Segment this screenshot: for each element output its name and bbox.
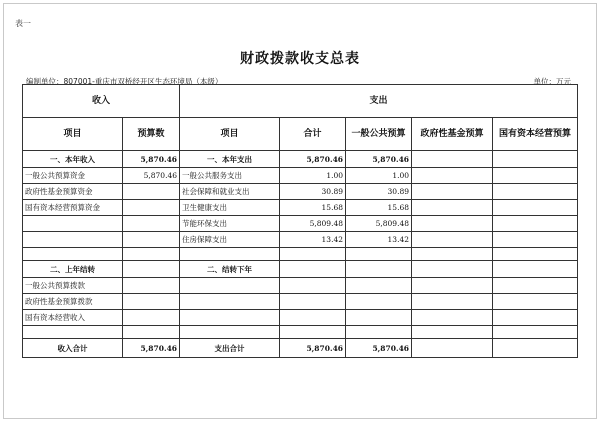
expense-total: 15.68 [280, 200, 346, 216]
expense-item [180, 326, 280, 339]
expense-item: 社会保障和就业支出 [180, 184, 280, 200]
expense-soe [493, 294, 578, 310]
income-amount [123, 278, 180, 294]
expense-general: 5,809.48 [346, 216, 412, 232]
expense-total-gov-fund [412, 339, 493, 358]
table-row [23, 261, 578, 278]
expense-general: 13.42 [346, 232, 412, 248]
expense-item: 卫生健康支出 [180, 200, 280, 216]
income-item: 一般公共预算资金 [23, 168, 123, 184]
expense-general [346, 294, 412, 310]
col-expense-total: 合计 [280, 118, 346, 151]
expense-gov-fund [412, 200, 493, 216]
table-row [23, 184, 578, 200]
expense-total [280, 248, 346, 261]
expense-gov-fund [412, 278, 493, 294]
expense-total-general: 5,870.46 [346, 339, 412, 358]
table-row [23, 294, 578, 310]
budget-summary-table [22, 84, 578, 358]
table-label: 表一 [15, 19, 31, 28]
expense-total [280, 326, 346, 339]
expense-general: 15.68 [346, 200, 412, 216]
expense-general [346, 278, 412, 294]
expense-total [280, 261, 346, 278]
expense-gov-fund [412, 232, 493, 248]
income-amount [123, 216, 180, 232]
expense-item [180, 278, 280, 294]
expense-item [180, 294, 280, 310]
income-amount [123, 261, 180, 278]
expense-gov-fund [412, 326, 493, 339]
expense-gov-fund [412, 294, 493, 310]
income-item [23, 248, 123, 261]
expense-gov-fund [412, 184, 493, 200]
expense-soe [493, 200, 578, 216]
expense-gov-fund [412, 151, 493, 168]
income-amount [123, 310, 180, 326]
header-group-row [23, 85, 578, 118]
expense-total: 5,809.48 [280, 216, 346, 232]
income-header: 收入 [23, 85, 180, 118]
expense-total [280, 294, 346, 310]
expense-item [180, 248, 280, 261]
expense-soe [493, 151, 578, 168]
expense-item: 节能环保支出 [180, 216, 280, 232]
income-item: 一般公共预算拨款 [23, 278, 123, 294]
income-item: 国有资本经营预算资金 [23, 200, 123, 216]
expense-item: 一般公共服务支出 [180, 168, 280, 184]
expense-soe [493, 184, 578, 200]
income-item: 一、本年收入 [23, 151, 123, 168]
col-expense-item: 项目 [180, 118, 280, 151]
expense-general [346, 326, 412, 339]
income-amount [123, 326, 180, 339]
expense-soe [493, 216, 578, 232]
expense-general [346, 248, 412, 261]
total-row [23, 339, 578, 358]
expense-total: 13.42 [280, 232, 346, 248]
table-row [23, 248, 578, 261]
expense-general: 5,870.46 [346, 151, 412, 168]
expense-item: 二、结转下年 [180, 261, 280, 278]
table-row [23, 168, 578, 184]
income-amount [123, 232, 180, 248]
expense-total-soe [493, 339, 578, 358]
income-item [23, 326, 123, 339]
table-row [23, 278, 578, 294]
income-amount [123, 200, 180, 216]
expense-total [280, 278, 346, 294]
header-columns-row [23, 118, 578, 151]
expense-general: 1.00 [346, 168, 412, 184]
income-amount [123, 294, 180, 310]
expense-soe [493, 232, 578, 248]
expense-soe [493, 168, 578, 184]
income-item [23, 216, 123, 232]
expense-item: 住房保障支出 [180, 232, 280, 248]
expense-total: 1.00 [280, 168, 346, 184]
expense-total [280, 310, 346, 326]
table-row [23, 232, 578, 248]
income-item: 二、上年结转 [23, 261, 123, 278]
expense-general [346, 310, 412, 326]
income-total-amount: 5,870.46 [123, 339, 180, 358]
expense-total: 5,870.46 [280, 151, 346, 168]
expense-soe [493, 261, 578, 278]
col-gov-fund-budget: 政府性基金预算 [412, 118, 493, 151]
expense-soe [493, 248, 578, 261]
expense-item: 一、本年支出 [180, 151, 280, 168]
expense-gov-fund [412, 248, 493, 261]
expense-header: 支出 [180, 85, 578, 118]
unit-label: 单位：万元 [533, 77, 571, 86]
income-item: 国有资本经营收入 [23, 310, 123, 326]
table-row [23, 200, 578, 216]
income-item [23, 232, 123, 248]
table-row [23, 151, 578, 168]
expense-soe [493, 310, 578, 326]
income-item: 政府性基金预算拨款 [23, 294, 123, 310]
expense-soe [493, 326, 578, 339]
table-row [23, 310, 578, 326]
table-row [23, 326, 578, 339]
expense-item [180, 310, 280, 326]
expense-gov-fund [412, 261, 493, 278]
expense-general: 30.89 [346, 184, 412, 200]
col-soe-budget: 国有资本经营预算 [493, 118, 578, 151]
expense-total: 30.89 [280, 184, 346, 200]
expense-soe [493, 278, 578, 294]
table-row [23, 216, 578, 232]
page-title: 财政拨款收支总表 [240, 51, 360, 67]
expense-total-amount: 5,870.46 [280, 339, 346, 358]
col-income-budget: 预算数 [123, 118, 180, 151]
expense-general [346, 261, 412, 278]
income-amount: 5,870.46 [123, 168, 180, 184]
expense-total-label: 支出合计 [180, 339, 280, 358]
income-amount [123, 248, 180, 261]
income-amount [123, 184, 180, 200]
expense-gov-fund [412, 310, 493, 326]
col-income-item: 项目 [23, 118, 123, 151]
col-general-budget: 一般公共预算 [346, 118, 412, 151]
expense-gov-fund [412, 168, 493, 184]
income-total-label: 收入合计 [23, 339, 123, 358]
income-item: 政府性基金预算资金 [23, 184, 123, 200]
expense-gov-fund [412, 216, 493, 232]
organization-label: 编制单位：807001-重庆市双桥经开区生态环境局（本级） [26, 77, 223, 86]
income-amount: 5,870.46 [123, 151, 180, 168]
